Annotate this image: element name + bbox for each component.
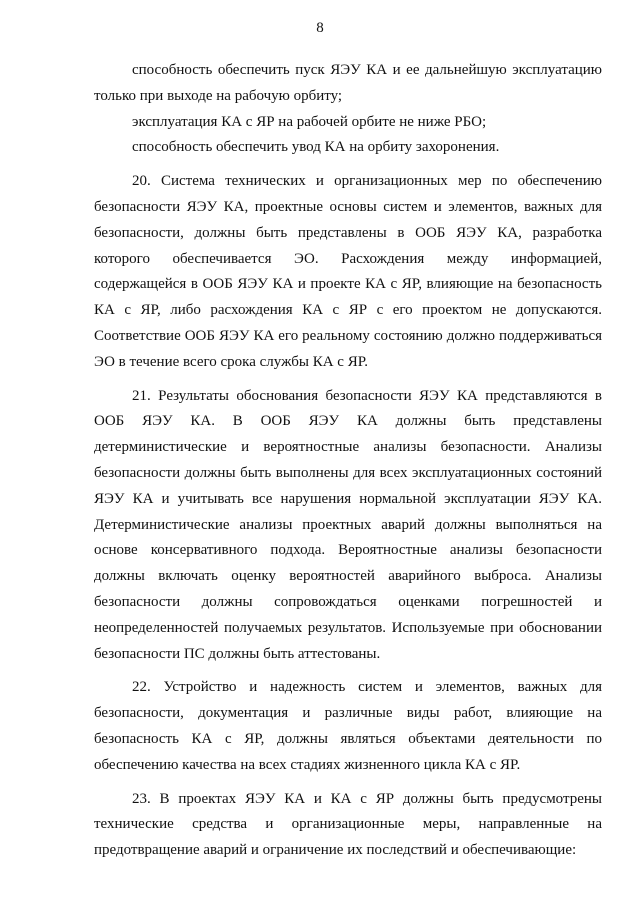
list-item-launch-capability: способность обеспечить пуск ЯЭУ КА и ее дальнейшую эксплуатацию только при выходе на рабочую орбиту; (94, 62, 602, 104)
list-item-operation-orbit: эксплуатация КА с ЯР на рабочей орбите не ниже РБО; (132, 113, 487, 130)
paragraph-23: 23. В проектах ЯЭУ КА и КА с ЯР должны быть предусмотрены технические средства и организационные меры, направленные на предотвращение аварий и ограничение их последствий и обеспечивающие: (94, 790, 602, 859)
paragraph-21: 21. Результаты обоснования безопасности ЯЭУ КА представляются в ООБ ЯЭУ КА. В ООБ ЯЭУ КА должны быть представлены детерминистические и вероятностные анализы безопасности. Анализы безопасности должны быть выполнены для всех эксплуатационных состояний ЯЭУ КА и учитывать все нарушения нормальной эксплуатации ЯЭУ КА. Детерминистические анализы проектных аварий должны выполняться на основе консервативного подхода. Вероятностные анализы безопасности должны включать оценку вероятностей аварийного выброса. Анализы безопасности должны сопровождаться оценками погрешностей и неопределенностей получаемых результатов. Используемые при обосновании безопасности ПС должны быть аттестованы. (94, 387, 602, 662)
page-number: 8 (316, 20, 324, 36)
paragraph-20: 20. Система технических и организационных мер по обеспечению безопасности ЯЭУ КА, проектные основы систем и элементов, важных для безопасности, должны быть представлены в ООБ ЯЭУ КА, разработка которого обеспечивается ЭО. Расхождения между информацией, содержащейся в ООБ ЯЭУ КА и проекте КА с ЯР, влияющие на безопасность КА с ЯР, либо расхождения КА с ЯР с его проектом не допускаются. Соответствие ООБ ЯЭУ КА его реальному состоянию должно поддерживаться ЭО в течение всего срока службы КА с ЯР. (94, 173, 602, 370)
list-item-disposal-orbit: способность обеспечить увод КА на орбиту захоронения. (132, 139, 500, 156)
paragraph-22: 22. Устройство и надежность систем и элементов, важных для безопасности, документация и различные виды работ, влияющие на безопасность КА с ЯР, должны являться объектами деятельности по обеспечению качества на всех стадиях жизненного цикла КА с ЯР. (94, 679, 602, 773)
document-body (94, 58, 602, 864)
